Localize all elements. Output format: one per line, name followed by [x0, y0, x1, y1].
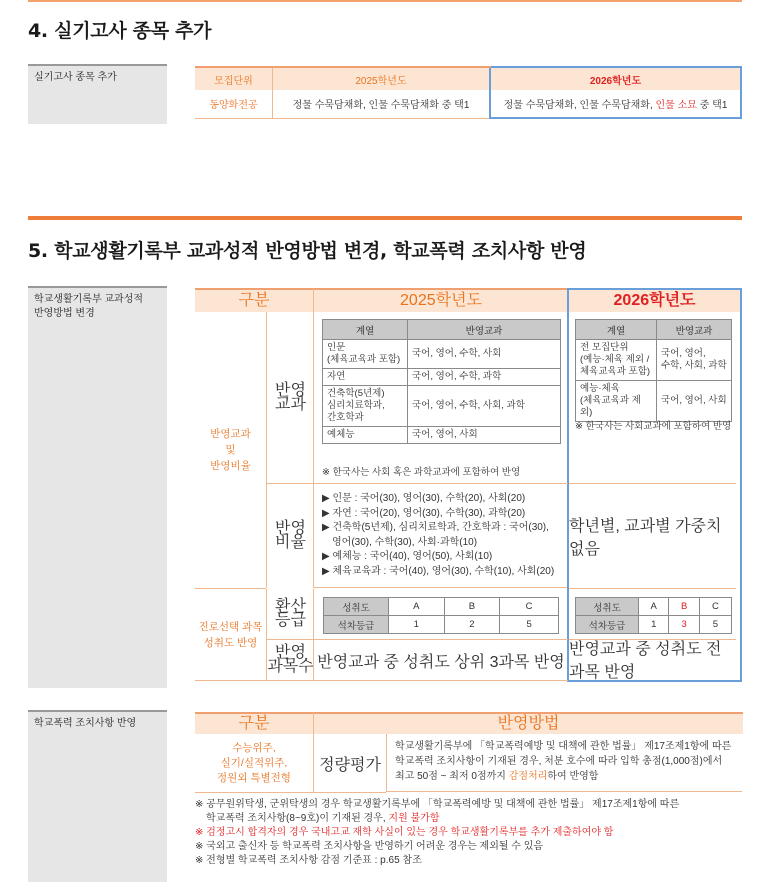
- i25-r1-val: 국어, 영어, 수학, 과학: [408, 369, 561, 386]
- g26-h0: 성취도: [576, 598, 639, 616]
- v-desc-l2: 학교폭력 조치사항이 기재된 경우, 처분 호수에 따라 입학 총점(1,000점)에서: [395, 756, 723, 767]
- v-desc-l3: [395, 769, 742, 784]
- g1-l3: 반영비율: [210, 460, 251, 472]
- i26-r0-l2: (예능·체육 제외 /: [580, 354, 650, 365]
- sub2-l2: 비율: [275, 534, 306, 551]
- g25-3: 5: [500, 616, 559, 634]
- sub3-l2: 등급: [275, 612, 306, 629]
- g26-2: 3: [669, 616, 699, 634]
- g26-b: B: [669, 598, 699, 616]
- i26-r0-v2: 수학, 사회, 과학: [661, 360, 727, 371]
- g26-a: A: [639, 598, 669, 616]
- section4-side-text: 실기고사 종목 추가: [34, 72, 117, 83]
- s5-side1-line1: 학교생활기록부 교과성적: [34, 294, 144, 305]
- v-desc-l3a: 최고 50점 ~ 최저 0점까지: [395, 771, 509, 782]
- group-subject-ratio: [195, 312, 266, 589]
- i25-r0-l1: 인문: [327, 342, 346, 353]
- i25-r0-val: 국어, 영어, 수학, 사회: [408, 340, 561, 369]
- s4-2026-text-red: 인물 소묘: [655, 100, 697, 111]
- v-desc-l1: 학교생활기록부에 「학교폭력예방 및 대책에 관한 법률」 제17조제1항에 따른: [395, 741, 732, 752]
- ratio-l2: ▶ 건축학(5년제), 심리치료학과, 간호학과 : 국어(30),: [322, 522, 549, 533]
- v-group-l2: 실기/실적위주,: [220, 756, 288, 769]
- i25-r0-track: [323, 340, 408, 369]
- s5-head-2025: 2025학년도: [313, 288, 568, 312]
- s5-head-2026: 2026학년도: [567, 288, 742, 312]
- inner-table-2025: [322, 319, 561, 444]
- s5-2026-grade-cell: [569, 589, 736, 640]
- g26-3: 5: [699, 616, 731, 634]
- sub1-l2: 교과: [275, 395, 306, 413]
- g25-h0: 성취도: [324, 598, 389, 616]
- v-desc-l3b: 하여 반영함: [547, 771, 599, 782]
- section4-table: [195, 66, 742, 119]
- i26-r0-v1: 국어, 영어,: [661, 348, 706, 359]
- i25-r3-track: 예체능: [323, 427, 408, 444]
- sub-convert: [266, 589, 314, 640]
- i25-r2-l1: 건축학(5년제): [327, 388, 385, 399]
- g2-l1: 진로선택 과목: [198, 620, 263, 633]
- inner-table-2026: [575, 319, 732, 422]
- note-2: ※ 검정고시 합격자의 경우 국내고교 재학 사실이 있는 경우 학교생활기록부를 추가 제출하여야 함: [195, 827, 614, 838]
- s4-unit: 동양화전공: [195, 90, 273, 118]
- violence-table: [195, 712, 742, 794]
- ratio-l5: ▶ 체육교육과 : 국어(40), 영어(30), 수학(10), 사회(20): [322, 565, 555, 577]
- s4-2026-value: [490, 90, 741, 118]
- g25-b: B: [444, 598, 500, 616]
- v-head-method: 반영방법: [313, 712, 743, 734]
- note-1b-a: 학교폭력 조치사항(8~9호)이 기재된 경우,: [206, 813, 389, 824]
- s4-2026-text-a: 정물 수묵담채화, 인물 수묵담채화,: [503, 100, 656, 111]
- s5-side1-line2: 반영방법 변경: [34, 308, 95, 319]
- s5-2025-ratio-cell: [313, 484, 567, 588]
- note-2026: ※ 한국사는 사회교과에 포함하여 반영: [575, 421, 732, 432]
- top-rule: [28, 0, 742, 2]
- sub2-l1: 반영: [275, 520, 306, 537]
- note-2025: ※ 한국사는 사회 혹은 과학교과에 포함하여 반영: [322, 467, 521, 478]
- sub-subjects: [266, 312, 314, 484]
- i25-head-subjects: 반영교과: [408, 320, 561, 340]
- g25-1: 1: [389, 616, 445, 634]
- i25-r2-l2: 심리치료학과,: [327, 400, 385, 411]
- i25-r2-val: 국어, 영어, 수학, 사회, 과학: [408, 386, 561, 427]
- section-divider: [28, 216, 742, 220]
- note-4: ※ 전형별 학교폭력 조치사항 감점 기준표 : p.65 참조: [195, 855, 422, 866]
- s5-2026-ratio-cell: 학년별, 교과별 가중치 없음: [569, 484, 736, 589]
- i25-r1-track: 자연: [323, 369, 408, 386]
- sub4-l1: 반영: [275, 644, 306, 661]
- s5-2025-grade-cell: [313, 589, 568, 640]
- i26-r1-l2: (체육교육과 제외): [580, 395, 641, 418]
- i25-r2-track: [323, 386, 408, 427]
- g26-c: C: [699, 598, 731, 616]
- g25-c: C: [500, 598, 559, 616]
- note-1b-red: 지원 불가함: [388, 813, 440, 824]
- s4-2025-value: 정물 수묵담채화, 인물 수묵담채화 중 택1: [273, 90, 491, 118]
- section4-side-label: [28, 64, 167, 124]
- v-desc-l3-hl: 감점처리: [508, 771, 548, 782]
- g25-2: 2: [444, 616, 500, 634]
- i26-head-subjects: 반영교과: [657, 320, 732, 340]
- s5-2026-subjects-cell: [569, 312, 736, 484]
- v-method: 정량평가: [313, 734, 386, 793]
- s5-head-gubun: 구분: [195, 288, 313, 312]
- g26-h1: 석차등급: [576, 616, 639, 634]
- i25-r2-l3: 간호학과: [327, 412, 364, 423]
- v-desc: [386, 734, 742, 792]
- note-1b: [195, 812, 679, 826]
- i25-r0-l2: (체육교육과 포함): [327, 354, 401, 365]
- sub1-l1: 반영: [275, 381, 306, 399]
- violence-notes: [195, 798, 679, 868]
- s4-head-unit: 모집단위: [195, 67, 273, 90]
- s5-2026-count-cell: 반영교과 중 성취도 전 과목 반영: [569, 641, 722, 681]
- i26-r0-val: [657, 340, 732, 381]
- ratio-l4: ▶ 예체능 : 국어(40), 영어(50), 사회(10): [322, 551, 493, 562]
- i26-r1-l1: 예능·체육: [580, 383, 620, 394]
- v-group-l1: 수능위주,: [232, 741, 276, 754]
- ratio-l3: 영어(30), 수학(30), 사회·과학(10): [332, 536, 478, 548]
- section5-side-label-1: [28, 286, 167, 688]
- g25-h1: 석차등급: [324, 616, 389, 634]
- s5-side2-text: 학교폭력 조치사항 반영: [34, 718, 137, 729]
- s4-head-2026: 2026학년도: [490, 67, 741, 90]
- grade-method-table: [195, 288, 742, 688]
- group-elective: [195, 589, 266, 681]
- i26-r0-track: [576, 340, 657, 381]
- i26-r0-l1: 전 모집단위: [580, 342, 629, 353]
- sub-ratio: [266, 484, 314, 588]
- grade-table-2025: [323, 597, 559, 634]
- v-head-gubun: 구분: [195, 712, 313, 734]
- sub-count: [266, 640, 314, 681]
- g26-1: 1: [639, 616, 669, 634]
- sub3-l1: 환산: [275, 598, 306, 615]
- ratio-l0: ▶ 인문 : 국어(30), 영어(30), 수학(20), 사회(20): [322, 493, 526, 504]
- i26-r1-track: [576, 381, 657, 422]
- note-3: ※ 국외고 출신자 등 학교폭력 조치사항을 반영하기 어려운 경우는 제외될 수 있음: [195, 841, 544, 852]
- g1-l2: 및: [225, 444, 236, 456]
- i26-r1-val: 국어, 영어, 사회: [657, 381, 732, 422]
- i26-r0-l3: 체육교육과 포함): [580, 366, 651, 377]
- v-group: [195, 734, 313, 793]
- v-group-l3: 정원외 특별전형: [217, 771, 291, 784]
- note-1: ※ 공무원위탁생, 군위탁생의 경우 학교생활기록부에 「학교폭력예방 및 대책에 관한 법률」 제17조제1항에 따른: [195, 799, 680, 810]
- s5-2025-subjects-cell: [313, 312, 568, 484]
- g25-a: A: [389, 598, 445, 616]
- i26-head-track: 계열: [576, 320, 657, 340]
- i25-head-track: 계열: [323, 320, 408, 340]
- s5-2025-count-cell: 반영교과 중 성취도 상위 3과목 반영: [313, 640, 568, 681]
- grade-table-2026: [575, 597, 732, 634]
- g2-l2: 성취도 반영: [203, 636, 258, 649]
- section4-title: 4. 실기고사 종목 추가: [28, 20, 212, 42]
- i25-r3-val: 국어, 영어, 사회: [408, 427, 561, 444]
- sub4-l2: 과목수: [267, 658, 314, 675]
- s4-head-2025: 2025학년도: [273, 67, 491, 90]
- section5-side-label-2: [28, 710, 167, 882]
- ratio-l1: ▶ 자연 : 국어(20), 영어(30), 수학(30), 과학(20): [322, 507, 526, 519]
- s4-2026-text-b: 중 택1: [696, 100, 728, 111]
- g1-l1: 반영교과: [210, 428, 251, 440]
- section5-title: 5. 학교생활기록부 교과성적 반영방법 변경, 학교폭력 조치사항 반영: [28, 240, 587, 262]
